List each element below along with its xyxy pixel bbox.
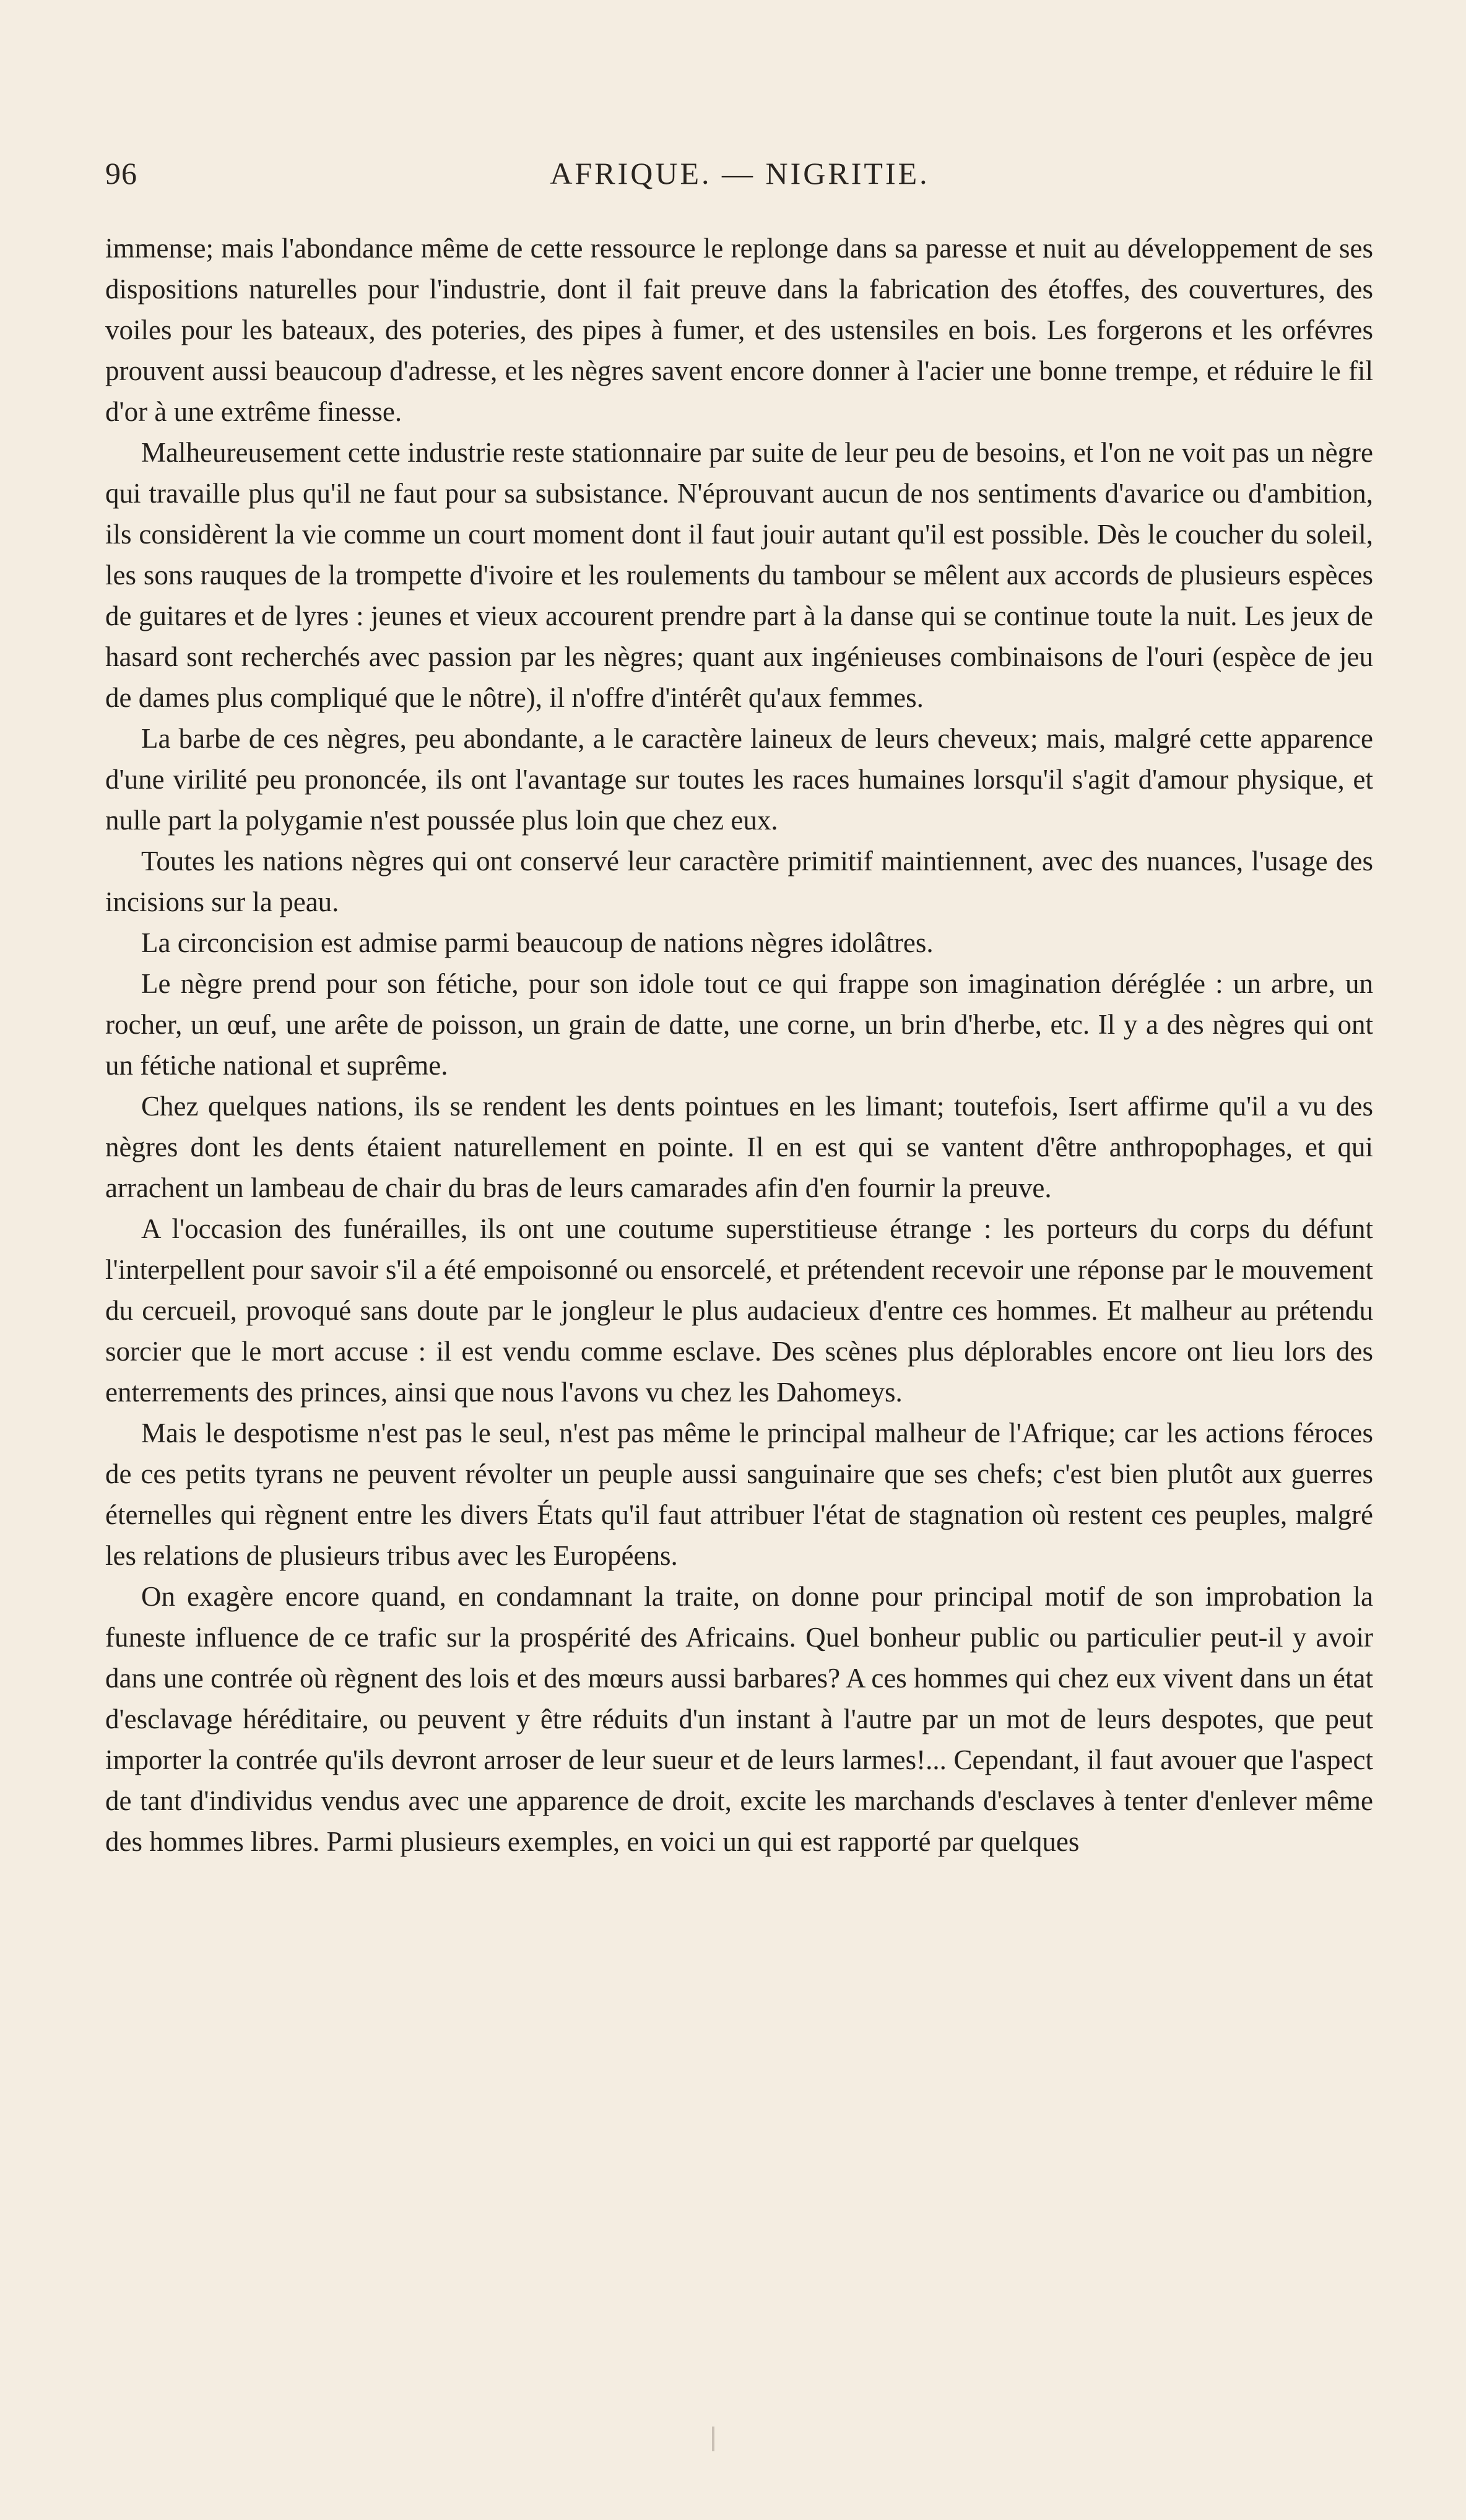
paragraph: La circoncision est admise parmi beaucoup de nations nègres idolâtres.	[141, 927, 934, 958]
paragraph: immense; mais l'abondance même de cette ressource le replonge dans sa paresse et nuit au développement de ses dispositions naturelles pour l'industrie, dont il fait preuve dans la fabrication des étoffes, des couvertures, des voiles pour les bateaux, des poteries, des pipes à fumer, et des ustensiles en bois. Les forgerons et les orfévres prouvent aussi beaucoup d'adresse, et les nègres savent encore donner à l'acier une bonne trempe, et réduire le fil d'or à une extrême finesse.	[105, 233, 1373, 427]
page-number: 96	[105, 156, 137, 191]
running-head: AFRIQUE. — NIGRITIE.	[550, 156, 930, 191]
paragraph: Chez quelques nations, ils se rendent les dents pointues en les limant; toutefois, Isert affirme qu'il a vu des nègres dont les dents étaient naturellement en pointe. Il en est qui se vantent d'être anthropophages, et qui arrachent un lambeau de chair du bras de leurs camarades afin d'en fournir la preuve.	[105, 1091, 1373, 1203]
paragraph: Mais le despotisme n'est pas le seul, n'est pas même le principal malheur de l'Afrique; car les actions féroces de ces petits tyrans ne peuvent révolter un peuple aussi sanguinaire que ses chefs; c'est bien plutôt aux guerres éternelles qui règnent entre les divers États qu'il faut attribuer l'état de stagnation où restent ces peuples, malgré les relations de plusieurs tribus avec les Européens.	[105, 1418, 1373, 1571]
paragraph: Toutes les nations nègres qui ont conservé leur caractère primitif maintiennent, avec des nuances, l'usage des incisions sur la peau.	[105, 846, 1373, 917]
paper-mark	[712, 2427, 714, 2451]
paragraph: A l'occasion des funérailles, ils ont une coutume superstitieuse étrange : les porteurs du corps du défunt l'interpellent pour savoir s'il a été empoisonné ou ensorcelé, et prétendent recevoir une réponse par le mouvement du cercueil, provoqué sans doute par le jongleur le plus audacieux d'entre ces hommes. Et malheur au prétendu sorcier que le mort accuse : il est vendu comme esclave. Des scènes plus déplorables encore ont lieu lors des enterrements des princes, ainsi que nous l'avons vu chez les Dahomeys.	[105, 1213, 1373, 1408]
body-text	[105, 228, 1373, 1862]
page-header	[105, 141, 1374, 191]
paragraph: La barbe de ces nègres, peu abondante, a le caractère laineux de leurs cheveux; mais, malgré cette apparence d'une virilité peu prononcée, ils ont l'avantage sur toutes les races humaines lorsqu'il s'agit d'amour physique, et nulle part la polygamie n'est poussée plus loin que chez eux.	[105, 723, 1373, 836]
paragraph: Le nègre prend pour son fétiche, pour son idole tout ce qui frappe son imagination déréglée : un arbre, un rocher, un œuf, une arête de poisson, un grain de datte, une corne, un brin d'herbe, etc. Il y a des nègres qui ont un fétiche national et suprême.	[105, 968, 1373, 1081]
paragraph: Malheureusement cette industrie reste stationnaire par suite de leur peu de besoins, et l'on ne voit pas un nègre qui travaille plus qu'il ne faut pour sa subsistance. N'éprouvant aucun de nos sentiments d'avarice ou d'ambition, ils considèrent la vie comme un court moment dont il faut jouir autant qu'il est possible. Dès le coucher du soleil, les sons rauques de la trompette d'ivoire et les roulements du tambour se mêlent aux accords de plusieurs espèces de guitares et de lyres : jeunes et vieux accourent prendre part à la danse qui se continue toute la nuit. Les jeux de hasard sont recherchés avec passion par les nègres; quant aux ingénieuses combinaisons de l'ouri (espèce de jeu de dames plus compliqué que le nôtre), il n'offre d'intérêt qu'aux femmes.	[105, 437, 1373, 713]
paragraph: On exagère encore quand, en condamnant la traite, on donne pour principal motif de son improbation la funeste influence de ce trafic sur la prospérité des Africains. Quel bonheur public ou particulier peut-il y avoir dans une contrée où règnent des lois et des mœurs aussi barbares? A ces hommes qui chez eux vivent dans un état d'esclavage héréditaire, ou peuvent y être réduits d'un instant à l'autre par un mot de leurs despotes, que peut importer la contrée qu'ils devront arroser de leur sueur et de leurs larmes!... Cependant, il faut avouer que l'aspect de tant d'individus vendus avec une apparence de droit, excite les marchands d'esclaves à tenter d'enlever même des hommes libres. Parmi plusieurs exemples, en voici un qui est rapporté par quelques	[105, 1581, 1373, 1857]
